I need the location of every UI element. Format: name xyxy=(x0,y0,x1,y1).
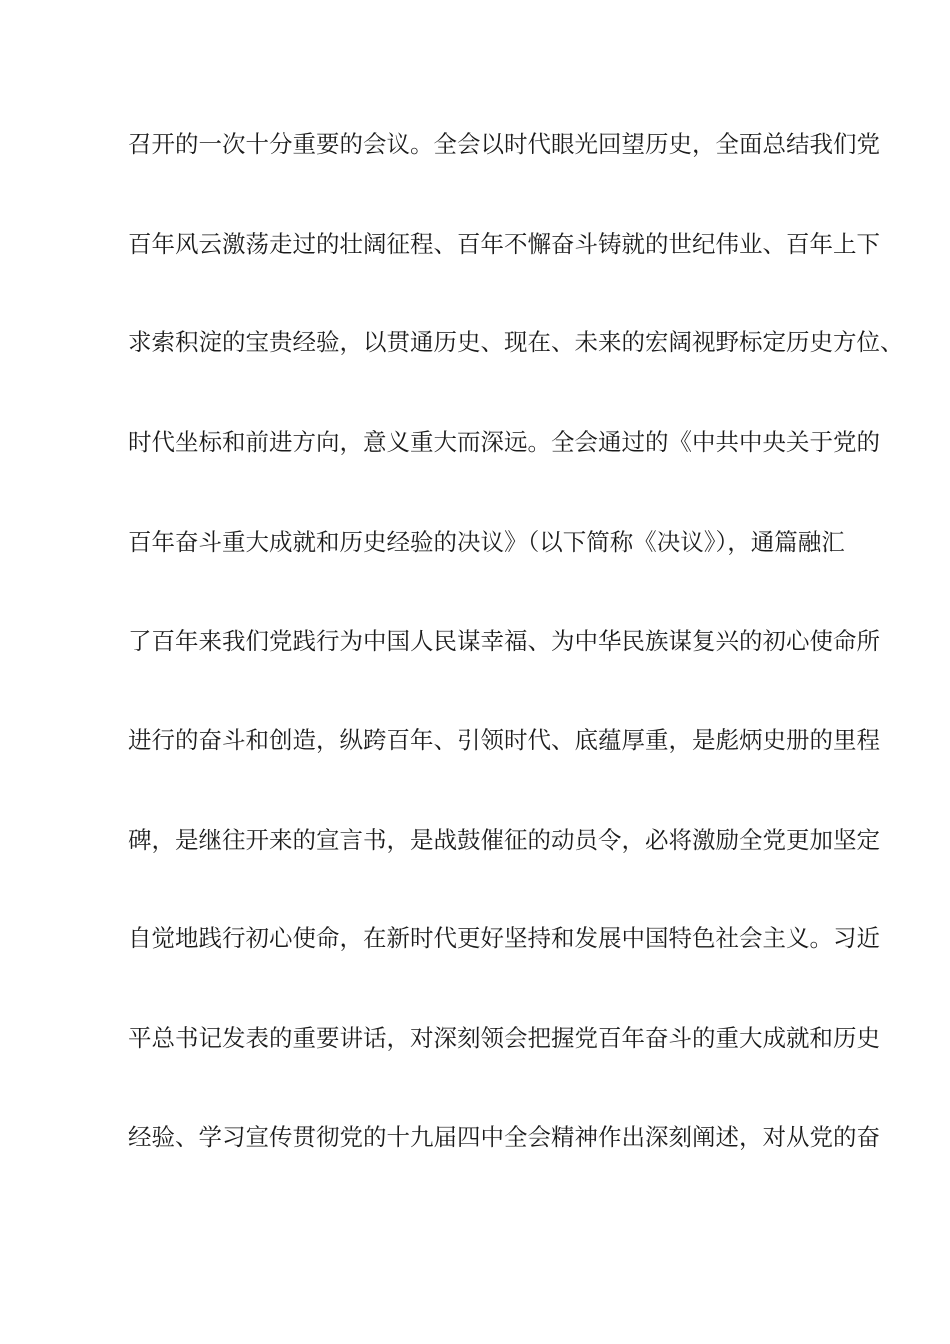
body-text-line: 求索积淀的宝贵经验，以贯通历史、现在、未来的宏阔视野标定历史方位、 xyxy=(128,328,904,356)
body-text-line: 平总书记发表的重要讲话，对深刻领会把握党百年奋斗的重大成就和历史 xyxy=(128,1024,880,1052)
body-text-line: 百年奋斗重大成就和历史经验的决议》（以下简称《决议》），通篇融汇 xyxy=(128,528,845,556)
body-text-line: 进行的奋斗和创造，纵跨百年、引领时代、底蕴厚重，是彪炳史册的里程 xyxy=(128,726,880,754)
body-text-line: 百年风云激荡走过的壮阔征程、百年不懈奋斗铸就的世纪伟业、百年上下 xyxy=(128,230,880,258)
body-text-line: 自觉地践行初心使命，在新时代更好坚持和发展中国特色社会主义。习近 xyxy=(128,924,880,952)
body-text-line: 时代坐标和前进方向，意义重大而深远。全会通过的《中共中央关于党的 xyxy=(128,428,880,456)
body-text-line: 了百年来我们党践行为中国人民谋幸福、为中华民族谋复兴的初心使命所 xyxy=(128,627,880,655)
body-text-line: 召开的一次十分重要的会议。全会以时代眼光回望历史，全面总结我们党 xyxy=(128,130,880,158)
body-text-line: 经验、学习宣传贯彻党的十九届四中全会精神作出深刻阐述，对从党的奋 xyxy=(128,1123,880,1151)
body-text-line: 碑，是继往开来的宣言书，是战鼓催征的动员令，必将激励全党更加坚定 xyxy=(128,826,880,854)
